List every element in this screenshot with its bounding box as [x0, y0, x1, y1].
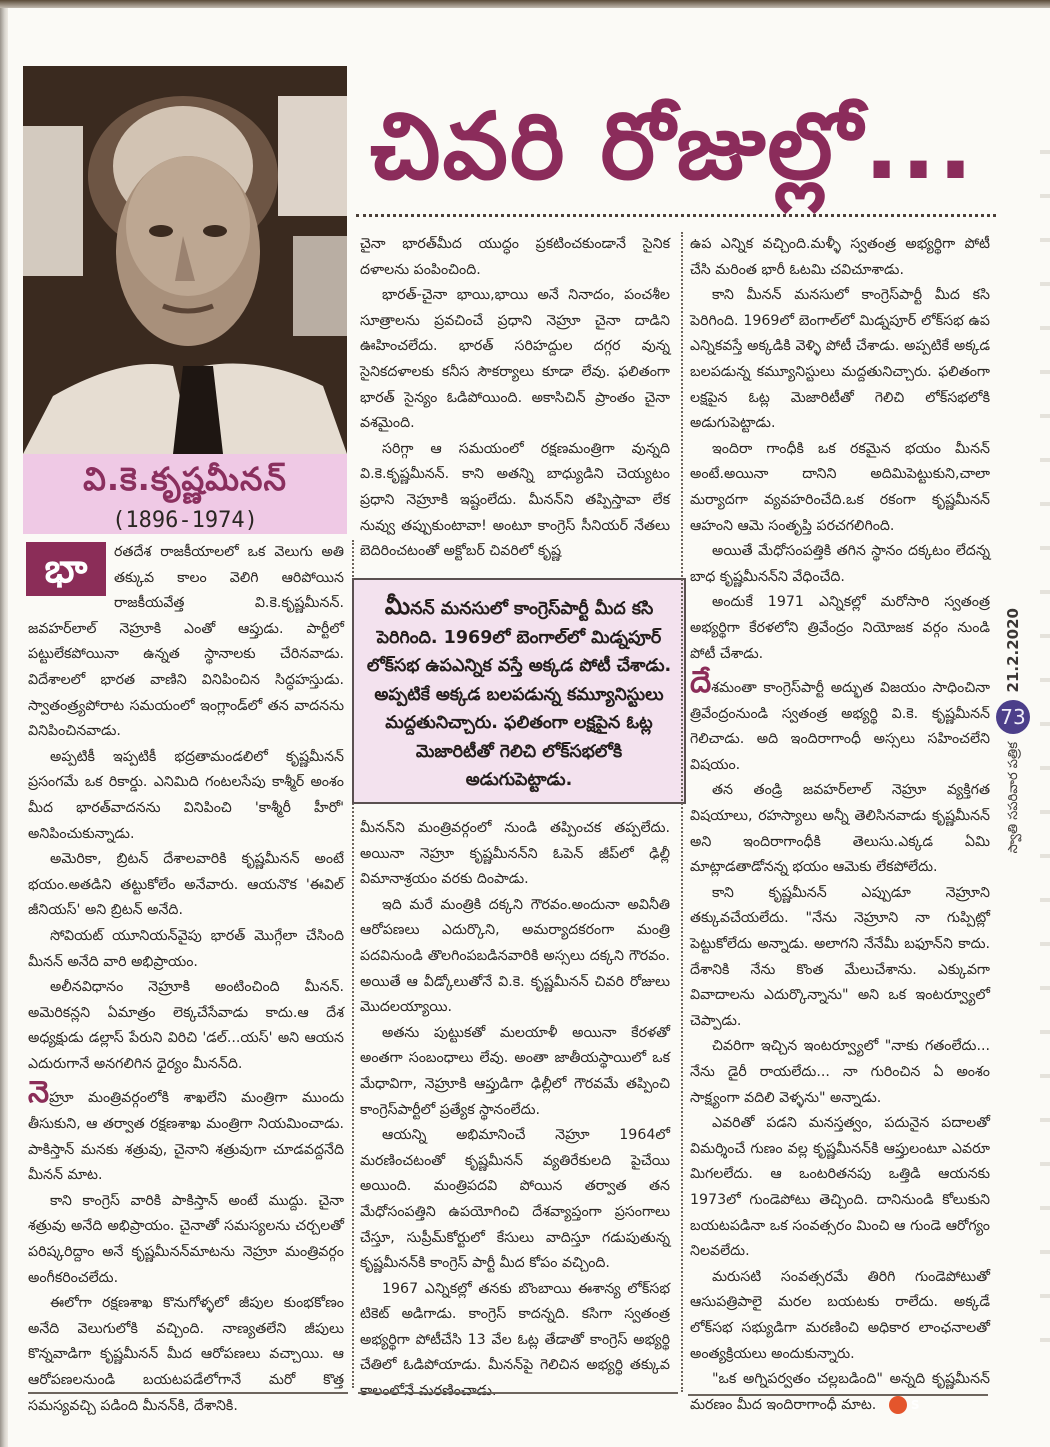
paragraph: కాని మీనన్ మనసులో కాంగ్రెస్‌పార్టీ మీద కసి పెరిగింది. 1969లో బెంగాల్‌లో మిడ్నపూర్ లోక్‌సభ ఉప ఎన్నికవస్తే అక్కడికి వెళ్ళి పోటీ చేశాడు. అప్పటికే అక్కడ బలపడున్న కమ్యూనిస్టులు మద్దతునిచ్చారు. ఫలితంగా లక్షపైన ఓట్ల మెజారిటీతో గెలిచి లోక్‌సభలోకి అడుగుపెట్టాడు.	[690, 287, 990, 432]
paragraph: అతను పుట్టుకతో మలయాళీ అయినా కేరళతో అంతగా సంబంధాలు లేవు. అంతా జాతీయస్థాయిలో ఒక మేధావిగా, నెహ్రూకి ఆప్తుడిగా ఢిల్లీలో గౌరవమే తప్పించి కాంగ్రెస్‌పార్టీలో ప్రత్యేక స్థానంలేదు.	[360, 1024, 670, 1118]
article-headline: చివరి రోజుల్లో...	[370, 93, 975, 200]
article-column-2-top	[360, 232, 670, 565]
pull-quote-box	[352, 578, 686, 804]
column-bottom-rule	[28, 1392, 348, 1394]
paragraph: చివరిగా ఇచ్చిన ఇంటర్వ్యూలో "నాకు గతంలేదు... నేను డైరీ రాయలేదు... నా గురించిన ఏ అంశం సాక్ష్యంగా వదిలి వెళ్ళను" అన్నాడు.	[690, 1038, 990, 1106]
paragraph: ఆయన్ని అభిమానించే నెహ్రూ 1964లో మరణించటంతో కృష్ణమీనన్ వ్యతిరేకులది పైచేయి అయింది. మంత్రిపదవి పోయిన తర్వాత తన మేధోసంపత్తిని ఉపయోగించి దేశవ్యాప్తంగా ప్రసంగాలు చేస్తూ, సుప్రీమ్‌కోర్టులో కేసులు వాదిస్తూ గడుపుతున్న కృష్ణమీనన్‌కి కాంగ్రెస్ పార్టీ మీద కోపం వచ్చింది.	[360, 1127, 670, 1272]
adjacent-page-edge	[1040, 120, 1050, 1380]
page-binding-edge	[0, 8, 8, 1447]
issue-date: 21.2.2020	[1004, 608, 1022, 693]
paragraph: "ఒక అగ్నిపర్వతం చల్లబడింది" అన్నది కృష్ణమీనన్ మరణం మీద ఇందిరాగాంధీ మాట. S	[690, 1371, 990, 1413]
paragraph: భా రతదేశ రాజకీయాలలో ఒక వెలుగు అతి తక్కువ కాలం వెలిగి ఆరిపోయిన రాజకీయవేత్త వి.కె.కృష్ణమీనన్. జవహర్‌లాల్ నెహ్రూకి ఎంతో ఆప్తుడు. పార్టీలో పట్టులేకపోయినా ఉన్నత స్థానాలకు చేరినవాడు. విదేశాలలో భారత వాణిని వినిపించిన సిద్ధహస్తుడు. స్వాతంత్ర్యపోరాట సమయంలో ఇంగ్లాండ్‌లో తన వాదనను వినిపించినవాడు.	[28, 544, 344, 740]
paragraph: చైనా భారత్‌మీద యుద్ధం ప్రకటించకుండానే సైనిక దళాలను పంపించింది.	[360, 236, 670, 278]
paragraph: అయితే మేధోసంపత్తికి తగిన స్థానం దక్కటం లేదన్న బాధ కృష్ణమీనన్‌ని వేధించేది.	[690, 543, 990, 585]
paragraph: ఇది మరే మంత్రికి దక్కని గౌరవం.అందునా అవినీతి ఆరోపణలు ఎదుర్కొని, అమర్యాదకరంగా మంత్రి పదవినుండి తొలగింపబడినవారికి అస్సలు దక్కని గౌరవం. అయితే ఆ వీడ్కోలుతోనే వి.కె. కృష్ణమీనన్ చివరి రోజులు మొదలయ్యాయి.	[360, 896, 670, 1016]
paragraph: భారత్-చైనా భాయి,భాయి అనే నినాదం, పంచశీల సూత్రాలను ప్రవచించే ప్రధాని నెహ్రూ చైనా దాడిని ఊహించలేదు. భారత్ సరిహద్దుల దగ్గర వున్న సైనికదళాలకు కనీస సౌకర్యాలు కూడా లేవు. ఫలితంగా భారత్ సైన్యం ఓడిపోయింది. అకాసిచిన్ ప్రాంతం చైనా వశమైంది.	[360, 287, 670, 432]
article-column-3	[690, 232, 990, 1418]
paragraph: తన తండ్రి జవహర్‌లాల్ నెహ్రూ వ్యక్తిగత విషయాలు, రహస్యాలు అన్నీ తెలిసినవాడు కృష్ణమీనన్ అని ఇందిరాగాంధీకి తెలుసు.ఎక్కడ ఏమి మాట్లాడతాడోనన్న భయం ఆమెకు లేకపోలేదు.	[690, 782, 990, 876]
headline-dotted-rule	[356, 214, 996, 218]
paragraph: అలీనవిధానం నెహ్రూకి అంటించింది మీనన్. అమెరికన్లని ఏమాత్రం లెక్కచేసేవాడు కాదు.ఆ దేశ అధ్యక్షుడు డల్లాస్ పేరుని విరిచి 'డల్...యస్' అని ఆయన ఎదురుగానే అనగలిగిన ధైర్యం మీనన్‌ది.	[28, 979, 344, 1072]
dropcap: నె	[28, 1075, 50, 1111]
paragraph: సోవియట్ యూనియన్‌వైపు భారత్ మొగ్గేలా చేసింది మీనన్ అనేది వారి అభిప్రాయం.	[28, 927, 344, 970]
paragraph: అప్పటికీ ఇప్పటికీ భద్రతామండలిలో కృష్ణమీనన్ ప్రసంగమే ఒక రికార్డు. ఎనిమిది గంటలసేపు కాశ్మీర్ అంశం మీద భారత్‌వాదనను వినిపించి 'కాశ్మీరీ హీరో' అనిపించుకున్నాడు.	[28, 748, 344, 842]
paragraph: అందుకే 1971 ఎన్నికల్లో మరోసారి స్వతంత్ర అభ్యర్థిగా కేరళలోని త్రివేంద్రం నియోజక వర్గం నుండి పోటీ చేశాడు.	[690, 594, 990, 662]
pull-quote-lead: మీ	[384, 592, 411, 620]
page-side-meta	[996, 600, 1036, 900]
caption-person-name: వి.కె.కృష్ణమీనన్	[83, 460, 287, 498]
column-divider	[681, 232, 683, 1392]
column-bottom-rule	[358, 1392, 678, 1394]
column-bottom-rule	[688, 1394, 988, 1396]
dropcap: దే	[690, 665, 712, 701]
paragraph: 1967 ఎన్నికల్లో తనకు బొంబాయి ఈశాన్య లోక్‌సభ టికెట్ అడిగాడు. కాంగ్రెస్ కాదన్నది. కసిగా స్వతంత్ర అభ్యర్థిగా పోటీచేసి 13 వేల ఓట్ల తేడాతో కాంగ్రెస్ అభ్యర్థి చేతిలో ఓడిపోయాడు. మీనన్‌పై గెలిచిన అభ్యర్థి తక్కువ కాలంలోనే మరణించాడు.	[360, 1280, 670, 1400]
paragraph: సరిగ్గా ఆ సమయంలో రక్షణమంత్రిగా వున్నది వి.కె.కృష్ణమీనన్. కాని అతన్ని బాధ్యుడిని చెయ్యటం ప్రధాని నెహ్రూకి ఇష్టంలేదు. మీనన్‌ని తప్పిస్తావా లేక నువ్వు తప్పుకుంటావా! అంటూ కాంగ్రెస్ సీనియర్ నేతలు బెదిరించటంతో అక్టోబర్ చివరిలో కృష్ణ	[360, 440, 670, 560]
pull-quote-text: నన్ మనసులో కాంగ్రెస్‌పార్టీ మీద కసి పెరిగింది. 1969లో బెంగాల్‌లో మిడ్నపూర్ లోక్‌సభ ఉపఎన్నిక వస్తే అక్కడ పోటీ చేశాడు. అప్పటికే అక్కడ బలపడున్న కమ్యూనిస్టులు మద్దతునిచ్చారు. ఫలితంగా లక్షపైన ఓట్ల మెజారిటీతో గెలిచి లోక్‌సభలోకి అడుగుపెట్టాడు.	[366, 599, 672, 790]
paragraph: కాని కృష్ణమీనన్ ఎప్పుడూ నెహ్రూని తక్కువచేయలేదు. "నేను నెహ్రూని నా గుప్పిట్లో పెట్టుకోలేదు అన్నాడు. అలాగని నేనేమీ బఫూన్‌ని కాదు. దేశానికి నేను కొంత మేలుచేశాను. ఎక్కువగా వివాదాలను ఎదుర్కొన్నాను" అని ఒక ఇంటర్వ్యూలో చెప్పాడు.	[690, 884, 990, 1029]
paragraph: మీనన్‌ని మంత్రివర్గంలో నుండి తప్పించక తప్పలేదు. అయినా నెహ్రూ కృష్ణమీనన్‌ని ఓపెన్ జీప్‌లో ఢిల్లీ విమానాశ్రయం వరకు దింపాడు.	[360, 820, 670, 888]
article-column-1	[28, 540, 344, 1414]
paragraph: ఎవరితో పడని మనస్తత్వం, పదునైన పదాలతో విమర్శించే గుణం వల్ల కృష్ణమీనన్‌కి ఆప్తులంటూ ఎవరూ మిగలలేదు. ఆ ఒంటరితనపు ఒత్తిడి ఆయనకు 1973లో గుండెపోటు తెచ్చింది. దానినుండి కోలుకుని బయటపడినా ఒక సంవత్సరం మించి ఆ గుండె ఆరోగ్యం నిలవలేదు.	[690, 1115, 990, 1260]
paragraph: కాని కాంగ్రెస్ వారికి పాకిస్తాన్ అంటే ముద్దు. చైనా శత్రువు అనేది అభిప్రాయం. చైనాతో సమస్యలను చర్చలతో పరిష్కరిద్దాం అనే కృష్ణమీనన్‌మాటను నెహ్రూ మంత్రివర్గం అంగీకరించలేదు.	[28, 1192, 344, 1286]
paragraph: నెహ్రూ మంత్రివర్గంలోకి శాఖలేని మంత్రిగా ముందు తీసుకుని, ఆ తర్వాత రక్షణశాఖ మంత్రిగా నియమించాడు. పాకిస్తాన్ మనకు శత్రువు, చైనాని శత్రువుగా చూడవద్దనేది మీనన్ మాట.	[28, 1075, 344, 1184]
paragraph: ఇందిరా గాంధీకి ఒక రకమైన భయం మీనన్ అంటే.అయినా దానిని అదిమిపెట్టుకుని,చాలా మర్యాదగా వ్యవహరించేది.ఒక రకంగా కృష్ణమీనన్ ఆహంని ఆమె సంతృప్తి పరచగలిగింది.	[690, 440, 990, 534]
article-column-2-bottom	[360, 816, 670, 1405]
portrait-photo	[23, 66, 347, 454]
paragraph: మరుసటి సంవత్సరమే తిరిగి గుండెపోటుతో ఆసుపత్రిపాలై మరల బయటకు రాలేదు. అక్కడే లోక్‌సభ సభ్యుడిగా మరణించి అధికార లాంఛనాలతో అంత్యక్రియలు అందుకున్నారు.	[690, 1268, 990, 1362]
paragraph: ఉప ఎన్నిక వచ్చింది.మళ్ళీ స్వతంత్ర అభ్యర్థిగా పోటీ చేసి మరింత భారీ ఓటమి చవిచూశాడు.	[690, 236, 990, 278]
page-number-badge: 73	[996, 700, 1030, 734]
paragraph: దేశమంతా కాంగ్రెస్‌పార్టీ అద్భుత విజయం సాధించినా త్రివేంద్రంనుండి స్వతంత్ర అభ్యర్థి వి.కె. కృష్ణమీనన్ గెలిచాడు. అది ఇందిరాగాంధీ అస్సలు సహించలేని విషయం.	[690, 665, 990, 773]
paragraph: ఈలోగా రక్షణశాఖ కొనుగోళ్ళలో జీపుల కుంభకోణం అనేది వెలుగులోకి వచ్చింది. నాణ్యతలేని జీపులు కొన్నవాడిగా కృష్ణమీనన్ మీద ఆరోపణలు వచ్చాయి. ఆ ఆరోపణలనుండి బయటపడేలోగానే మరో కొత్త సమస్యవచ్చి పడింది మీనన్‌కి, దేశానికి.	[28, 1295, 344, 1414]
article-end-mark-icon: S	[889, 1396, 907, 1414]
caption-life-years: (1896-1974)	[112, 508, 258, 533]
paragraph: అమెరికా, బ్రిటన్ దేశాలవారికి కృష్ణమీనన్ అంటే భయం.అతడిని తట్టుకోలేం అనేవారు. ఆయనొక 'ఈవిల్ జీనియస్' అని బ్రిటన్ అనేది.	[28, 851, 344, 919]
portrait-image	[23, 66, 347, 454]
photo-caption	[23, 454, 347, 534]
dropcap: భా	[26, 542, 106, 596]
magazine-name: స్వాతి సపరివార పత్రిక	[1006, 742, 1021, 854]
